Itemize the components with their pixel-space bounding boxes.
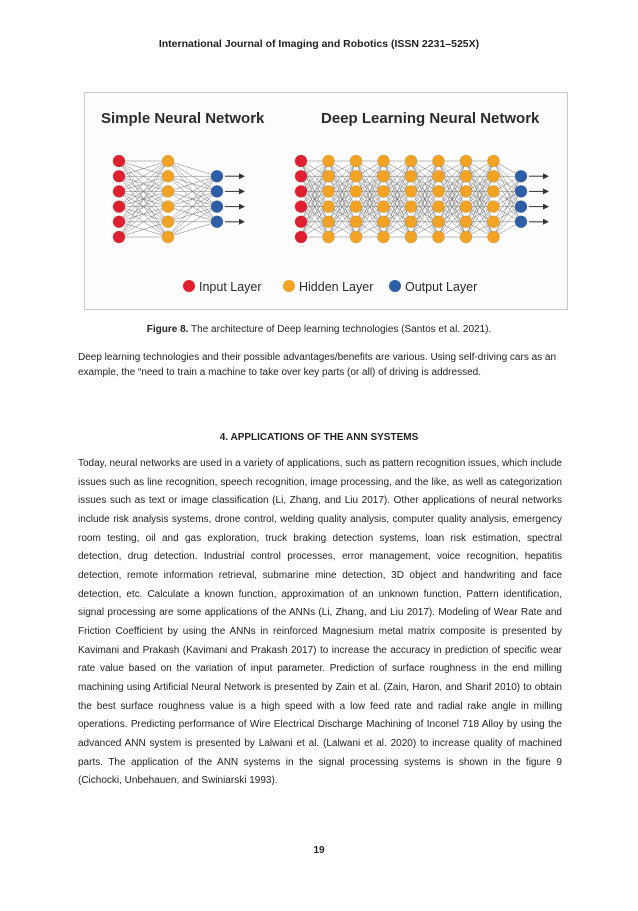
deep-network-arrow-head: [543, 204, 549, 210]
simple-network-node: [162, 216, 174, 228]
deep-network-node: [350, 231, 362, 243]
deep-network-node: [350, 201, 362, 213]
deep-network-arrow-head: [543, 173, 549, 179]
deep-network-node: [405, 185, 417, 197]
deep-network-node: [350, 170, 362, 182]
deep-network-node: [378, 231, 390, 243]
deep-network-node: [460, 170, 472, 182]
deep-network-node: [295, 201, 307, 213]
figure-caption-label: Figure 8.: [146, 324, 189, 335]
deep-network-node: [433, 201, 445, 213]
deep-network-node: [350, 216, 362, 228]
deep-network-node: [405, 231, 417, 243]
deep-network-node: [460, 155, 472, 167]
deep-network-node: [405, 155, 417, 167]
intro-paragraph: Deep learning technologies and their possible advantages/benefits are various. Using self-driving cars as an example, the “need to train a machine to take over key parts (or all) of driving is addressed.: [78, 352, 557, 378]
legend-dot: [183, 280, 195, 292]
figure-caption-text: The architecture of Deep learning technologies (Santos et al. 2021).: [188, 324, 492, 335]
deep-network-node: [378, 216, 390, 228]
deep-network-node: [488, 201, 500, 213]
deep-network-node: [295, 216, 307, 228]
deep-network-node: [405, 170, 417, 182]
simple-network-arrow-head: [239, 204, 245, 210]
deep-network-node: [460, 185, 472, 197]
simple-network-node: [113, 155, 125, 167]
simple-network-title: Simple Neural Network: [101, 110, 265, 127]
simple-network-node: [162, 170, 174, 182]
section-paragraph: Today, neural networks are used in a variety of applications, such as pattern recognition issues, which include issues such as line recognition, speech recognition, image processing, and the like, as well as categorization issues such as text or image classification (Li, Zhang, and Liu 2017). Other applications of neural networks include risk analysis systems, drone control, welding quality analysis, computer quality analysis, emergency room testing, oil and gas exploration, truck braking detection systems, loan risk estimation, spectral detection, drug detection. Industrial control processes, error management, voice recognition, hepatitis detection, remote information retrieval, submarine mine detection, 3D object and handwriting and face detection, etc. Calculate a known function, approximation of an unknown function, Pattern identification, signal processing are some applications of the ANNs (Li, Zhang, and Liu 2017). Modeling of Wear Rate and Friction Coefficient by using the ANNs in reinforced Magnesium metal matrix composite is presented by Kavimani and Prakash (Kavimani and Prakash 2017) to increase the accuracy in prediction of specific wear rate value based on the variation of input parameter. Prediction of surface roughness in the end milling machining using Artificial Neural Network is presented by Zain et al. (Zain, Haron, and Sharif 2010) to obtain the best surface roughness value is a high speed with a low feed rate and radial rake angle in milling operations. Predicting performance of Wire Electrical Discharge Machining of Inconel 718 Alloy by using the advanced ANN system is presented by Lalwani et al. (Lalwani et al. 2020) to increase quality of machined parts. The application of the ANN systems in the signal processing systems is shown in the figure 9 (Cichocki, Unbehauen, and Swiniarski 1993).: [78, 458, 562, 787]
simple-network-node: [211, 185, 223, 197]
simple-network-node: [113, 201, 125, 213]
simple-network-arrow-head: [239, 173, 245, 179]
deep-network-node: [295, 231, 307, 243]
deep-network-node: [378, 155, 390, 167]
simple-network-node: [162, 201, 174, 213]
deep-network-node: [350, 155, 362, 167]
deep-network-node: [378, 201, 390, 213]
deep-network-node: [323, 216, 335, 228]
legend-dot: [389, 280, 401, 292]
legend-label: Output Layer: [405, 280, 478, 294]
simple-network-node: [113, 170, 125, 182]
deep-network-node: [295, 185, 307, 197]
deep-network-node: [515, 201, 527, 213]
deep-network-arrow-head: [543, 188, 549, 194]
simple-network-node: [113, 231, 125, 243]
deep-network-node: [433, 216, 445, 228]
simple-network-node: [113, 185, 125, 197]
deep-network-node: [433, 155, 445, 167]
network-connections: [119, 161, 521, 237]
deep-network-node: [433, 170, 445, 182]
deep-network-node: [405, 216, 417, 228]
deep-network-node: [405, 201, 417, 213]
figure-legend: [183, 280, 477, 294]
page-number: 19: [313, 845, 325, 856]
network-nodes: [113, 155, 527, 243]
deep-network-arrow-head: [543, 219, 549, 225]
deep-network-title: Deep Learning Neural Network: [321, 110, 540, 127]
deep-network-node: [488, 185, 500, 197]
deep-network-node: [515, 185, 527, 197]
simple-network-node: [211, 201, 223, 213]
simple-network-node: [211, 216, 223, 228]
deep-network-node: [323, 170, 335, 182]
deep-network-node: [323, 231, 335, 243]
deep-network-node: [295, 170, 307, 182]
figure-caption: [0, 324, 638, 335]
neural-network-figure: [84, 92, 568, 310]
deep-network-node: [515, 170, 527, 182]
legend-label: Hidden Layer: [299, 280, 374, 294]
deep-network-node: [460, 201, 472, 213]
deep-network-node: [378, 170, 390, 182]
deep-network-node: [295, 155, 307, 167]
deep-network-node: [323, 201, 335, 213]
deep-network-node: [460, 216, 472, 228]
deep-network-node: [488, 155, 500, 167]
deep-network-node: [488, 170, 500, 182]
simple-network-node: [162, 185, 174, 197]
simple-network-arrow-head: [239, 188, 245, 194]
simple-network-node: [162, 231, 174, 243]
neural-network-diagram: [85, 93, 567, 309]
legend-label: Input Layer: [199, 280, 262, 294]
deep-network-node: [378, 185, 390, 197]
simple-network-node: [211, 170, 223, 182]
deep-network-node: [515, 216, 527, 228]
legend-dot: [283, 280, 295, 292]
deep-network-node: [350, 185, 362, 197]
deep-network-node: [488, 216, 500, 228]
deep-network-node: [488, 231, 500, 243]
simple-network-arrow-head: [239, 219, 245, 225]
deep-network-node: [433, 185, 445, 197]
simple-network-node: [162, 155, 174, 167]
deep-network-node: [460, 231, 472, 243]
deep-network-node: [323, 155, 335, 167]
section-heading: 4. APPLICATIONS OF THE ANN SYSTEMS: [219, 432, 419, 443]
simple-network-node: [113, 216, 125, 228]
deep-network-node: [433, 231, 445, 243]
deep-network-node: [323, 185, 335, 197]
journal-header: International Journal of Imaging and Robotics (ISSN 2231–525X): [158, 38, 480, 50]
